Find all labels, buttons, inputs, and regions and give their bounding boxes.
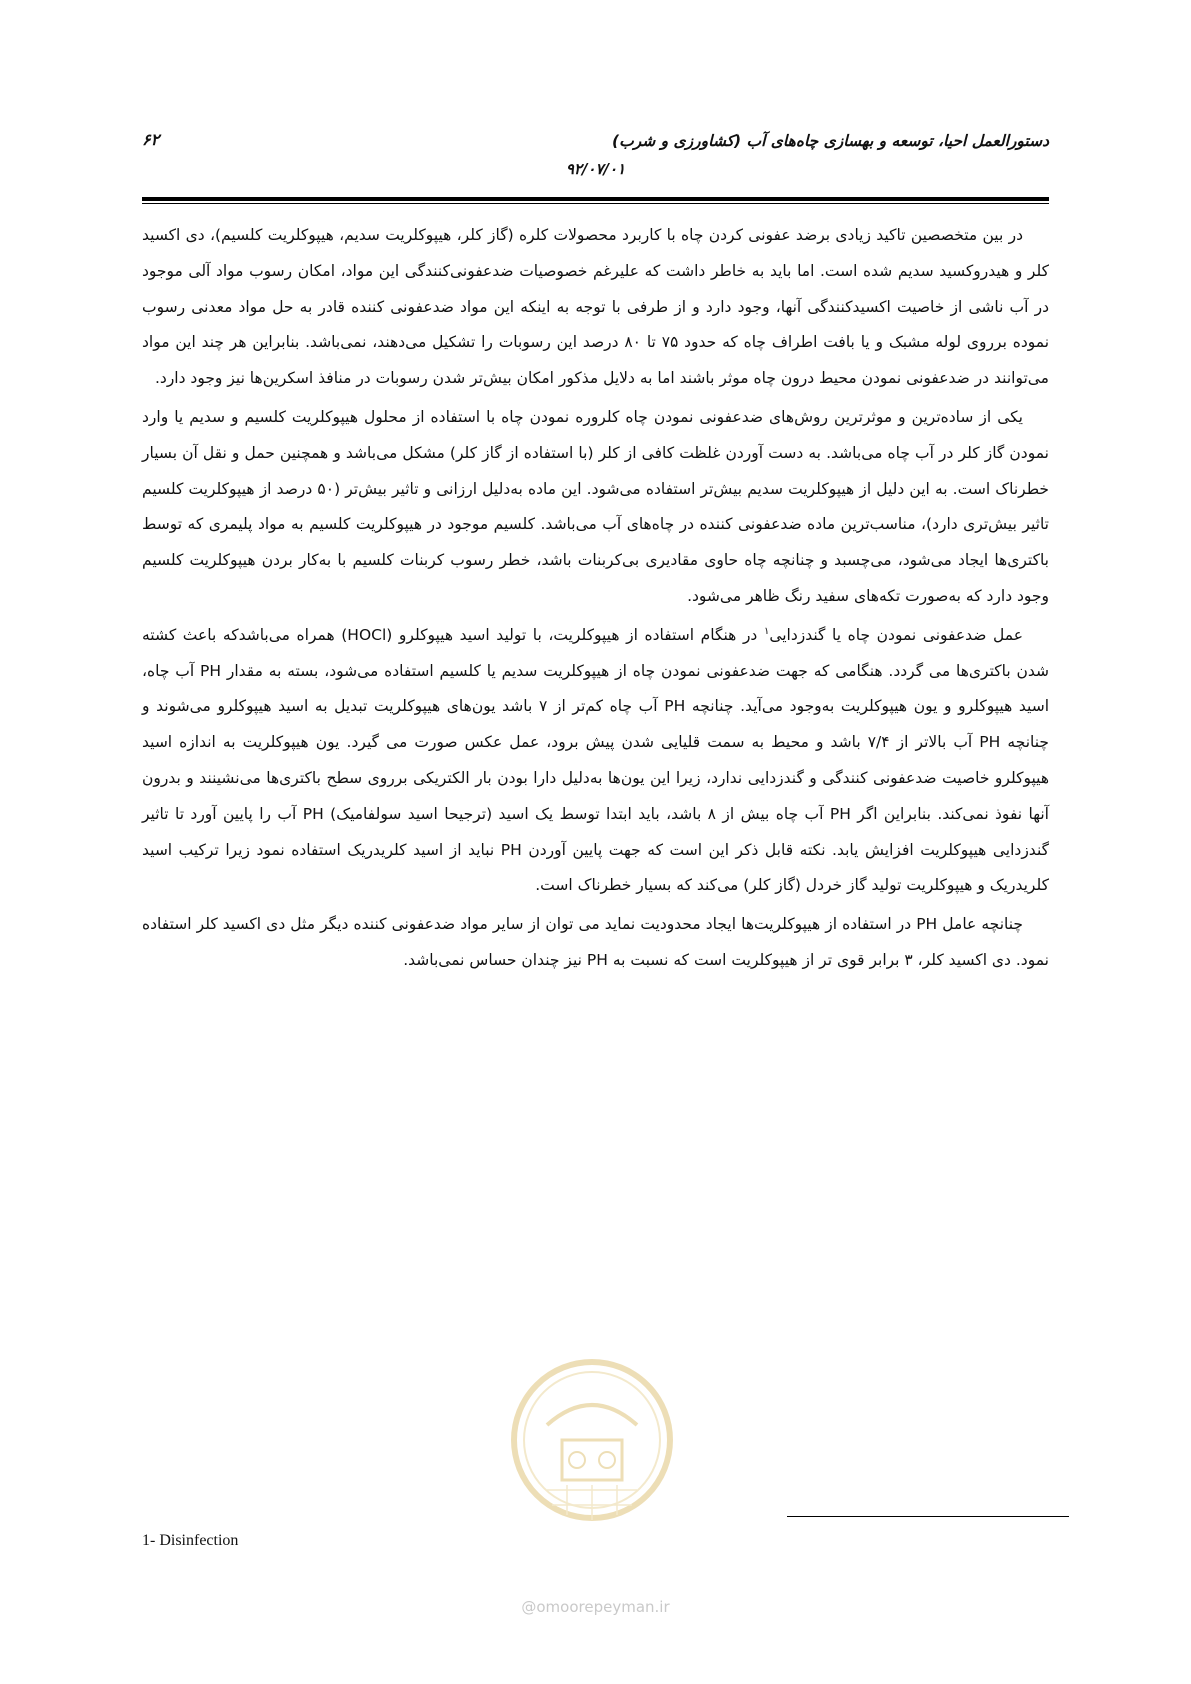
header-rule-thick	[142, 197, 1049, 201]
paragraph-2: یکی از ساده‌ترین و موثرترین روش‌های ضدعفونی نمودن چاه کلروره نمودن چاه با استفاده از محلول هیپوکلریت کلسیم و سدیم یا وارد نمودن گاز کلر در آب چاه می‌باشد. به دست آوردن غلظت کافی از کلر (با استفاده از گاز کلر) مشکل می‌باشد و همچنین حمل و نقل آن بسیار خطرناک است. به این دلیل از هیپوکلریت سدیم بیش‌تر استفاده می‌شود. این ماده به‌دلیل ارزانی و تاثیر بیش‌تر (۵۰ درصد از هیپوکلریت کلسیم تاثیر بیش‌تری دارد)، مناسب‌ترین ماده ضدعفونی کننده در چاه‌های آب می‌باشد. کلسیم موجود در هیپوکلریت کلسیم به مواد پلیمری که توسط باکتری‌ها ایجاد می‌شود، می‌چسبد و چنانچه چاه حاوی مقادیری بی‌کربنات باشد، خطر رسوب کربنات کلسیم با به‌کار بردن هیپوکلریت کلسیم وجود دارد که به‌صورت تکه‌های سفید رنگ ظاهر می‌شود.	[142, 407, 1049, 605]
paragraph-4: چنانچه عامل PH در استفاده از هیپوکلریت‌ها ایجاد محدودیت نماید می توان از سایر مواد ضدعفونی کننده دیگر مثل دی اکسید کلر استفاده نمود. دی اکسید کلر، ۳ برابر قوی تر از هیپوکلریت است که نسبت به PH نیز چندان حساس نمی‌باشد.	[142, 915, 1049, 969]
footnote-divider	[787, 1516, 1069, 1517]
paragraph-3-after-marker: در هنگام استفاده از هیپوکلریت، با تولید اسید هیپوکلرو (HOCl)	[334, 625, 764, 644]
paragraph-1: در بین متخصصین تاکید زیادی برضد عفونی کردن چاه با کاربرد محصولات کلره (گاز کلر، هیپوکلریت سدیم، هیپوکلریت کلسیم)، دی اکسید کلر و هیدروکسید سدیم شده است. اما باید به خاطر داشت که علیرغم خصوصیات ضدعفونی‌کنندگی این مواد، امکان رسوب مواد آلی موجود در آب ناشی از خاصیت اکسیدکنندگی آنها، وجود دارد و از طرفی با توجه به اینکه این مواد ضدعفونی کننده قادر به حل مواد معدنی رسوب نموده برروی لوله مشبک و یا بافت اطراف چاه که حدود ۷۵ تا ۸۰ درصد این رسوبات را تشکیل می‌دهند، نمی‌باشد. بنابراین هر چند این مواد می‌توانند در ضدعفونی نمودن محیط درون چاه موثر باشند اما به دلایل مذکور امکان بیش‌تر شدن رسوبات در منافذ اسکرین‌ها نیز وجود دارد.	[142, 226, 1050, 388]
page-header	[142, 126, 1049, 206]
paragraph-3	[142, 618, 1049, 904]
header-title: دستورالعمل احیا، توسعه و بهسازی چاه‌های آب (کشاورزی و شرب)	[612, 132, 1049, 150]
page-number: ۶۲	[142, 130, 160, 149]
footnote-reference: ۱	[763, 625, 770, 637]
watermark-text: @omoorepeyman.ir	[521, 1598, 670, 1616]
footnote-text: 1- Disinfection	[142, 1532, 239, 1549]
paragraph-3-body: همراه می‌باشدکه باعث کشته شدن باکتری‌ها می گردد. هنگامی که جهت ضدعفونی نمودن چاه از هیپوکلریت سدیم یا کلسیم استفاده می‌شود، بسته به مقدار PH آب چاه، اسید هیپوکلرو و یون هیپوکلریت به‌وجود می‌آید. چنانچه PH آب چاه کم‌تر از ۷ باشد یون‌های هیپوکلریت تبدیل به اسید هیپوکلرو می‌شوند و چنانچه PH آب بالاتر از ۷/۴ باشد و محیط به سمت قلیایی شدن پیش برود، عمل عکس صورت می گیرد. یون هیپوکلریت به اندازه اسید هیپوکلرو خاصیت ضدعفونی کنندگی و گندزدایی ندارد، زیرا این یون‌ها به‌دلیل دارا بودن بار الکتریکی برروی سطح باکتری‌ها می‌نشینند و بدرون آنها نفوذ نمی‌کند. بنابراین اگر PH آب چاه بیش از ۸ باشد، باید ابتدا توسط یک اسید (ترجیحا اسید سولفامیک) PH آب را پایین آورد تا تاثیر گندزدایی هیپوکلریت افزایش یابد. نکته قابل ذکر این است که جهت پایین آوردن PH نباید از اسید کلریدریک استفاده نمود زیرا ترکیب اسید کلریدریک و هیپوکلریت تولید گاز خردل (گاز کلر) می‌کند که بسیار خطرناک است.	[142, 625, 1050, 895]
paragraph-3-lead: عمل ضدعفونی نمودن چاه یا گندزدایی	[769, 625, 1023, 644]
header-rule-thin	[142, 203, 1049, 204]
header-date: ۹۲/۰۷/۰۱	[565, 160, 626, 178]
watermark-logo-icon	[507, 1355, 677, 1550]
body-text	[142, 218, 1049, 982]
